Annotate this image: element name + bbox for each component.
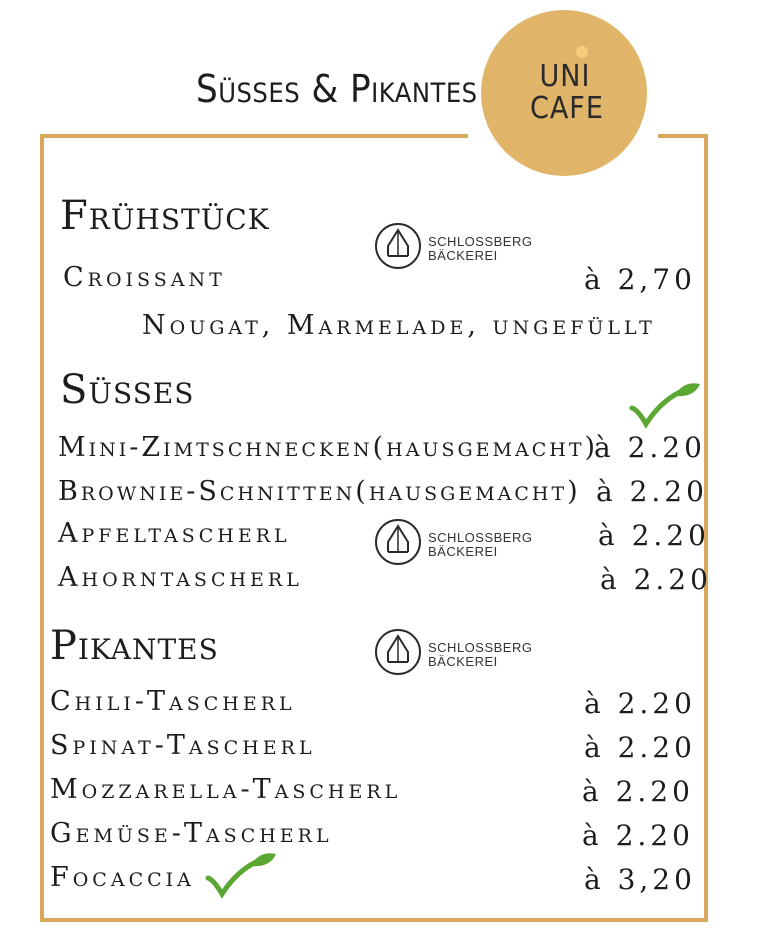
menu-item-price: à 2.20 (584, 687, 696, 720)
bakery-logo (374, 518, 544, 570)
menu-item-name: Mini-Zimtschnecken(hausgemacht) (58, 432, 599, 463)
menu-item-price: à 2.20 (582, 819, 694, 852)
menu-item-name: Brownie-Schnitten(hausgemacht) (58, 476, 581, 507)
menu-item-price: à 2.20 (582, 775, 694, 808)
menu-item-price: à 2.20 (598, 519, 710, 552)
logo-line-1: UNI (539, 59, 591, 94)
bakery-name-line-2: BÄCKEREI (428, 654, 498, 669)
bakery-logo-icon (374, 518, 422, 566)
logo-line-2: CAFE (530, 91, 604, 126)
menu-item-name: Focaccia (50, 862, 195, 893)
menu-item-price: à 2.20 (584, 731, 696, 764)
bakery-logo (374, 222, 544, 274)
menu-item-price: à 2,70 (584, 263, 696, 296)
menu-item-price: à 2.20 (600, 563, 712, 596)
bakery-name-line-1: SCHLOSSBERG (428, 234, 533, 249)
bakery-name-line-2: BÄCKEREI (428, 544, 498, 559)
bakery-logo (374, 628, 544, 680)
logo-dot-icon (576, 46, 588, 58)
menu-item-name: Croissant (63, 262, 226, 293)
menu-item-name: Mozzarella-Tascherl (50, 774, 402, 805)
menu-item-price: à 3,20 (584, 863, 696, 896)
menu-item-price: à 2.20 (594, 431, 706, 464)
menu-item-name: Chili-Tascherl (50, 686, 296, 717)
bakery-name-line-1: SCHLOSSBERG (428, 530, 533, 545)
menu-item-price: à 2.20 (596, 475, 708, 508)
bakery-name-line-2: BÄCKEREI (428, 248, 498, 263)
menu-item-name: Apfeltascherl (58, 518, 291, 549)
leaf-check-icon (204, 850, 280, 900)
menu-item-description: Nougat, Marmelade, ungefüllt (142, 310, 656, 341)
menu-item-name: Ahorntascherl (58, 562, 303, 593)
bakery-logo-icon (374, 222, 422, 270)
bakery-name-line-1: SCHLOSSBERG (428, 640, 533, 655)
section-heading-suesses: Süsses (60, 367, 195, 413)
menu-item-name: Gemüse-Tascherl (50, 818, 333, 849)
leaf-check-icon (628, 380, 704, 430)
section-heading-fruehstueck: Frühstück (60, 193, 270, 239)
menu-item-name: Spinat-Tascherl (50, 730, 316, 761)
section-heading-pikantes: Pikantes (50, 623, 219, 669)
page-title: Süsses & Pikantes (196, 67, 478, 111)
bakery-logo-icon (374, 628, 422, 676)
